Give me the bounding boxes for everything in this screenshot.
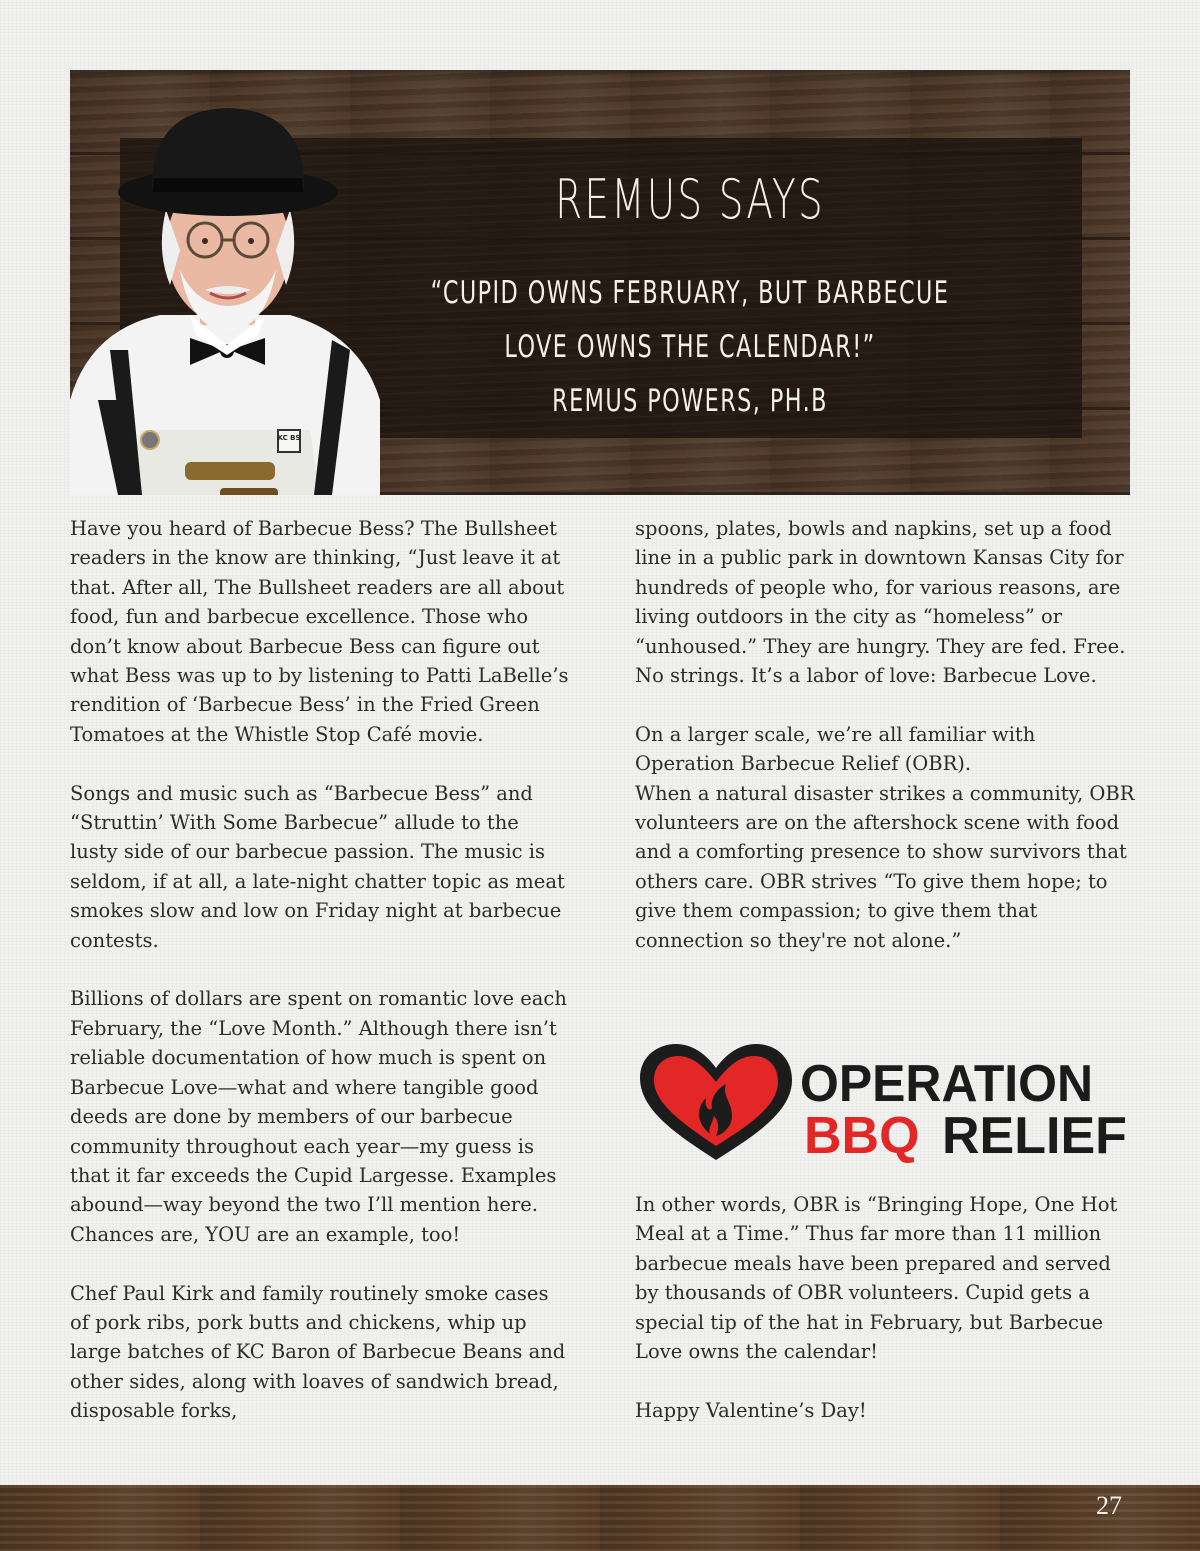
- heart-flame-icon: [636, 1042, 796, 1164]
- paragraph: On a larger scale, we’re all familiar with Operation Barbecue Relief (OBR).: [635, 722, 1036, 776]
- paragraph: Chef Paul Kirk and family routinely smoke cases of pork ribs, pork butts and chickens, whip up large batches of KC Baron of Barbecue Beans and other sides, along with loaves of sandwich bread, disposable forks,: [70, 1281, 566, 1423]
- quote-line: LOVE OWNS THE CALENDAR!”: [504, 329, 876, 365]
- quote-line: “CUPID OWNS FEBRUARY, BUT BARBECUE: [430, 275, 950, 311]
- quote-attribution: REMUS POWERS, PH.B: [552, 383, 828, 419]
- page-number: 27: [1096, 1491, 1122, 1520]
- left-column: [70, 514, 570, 1455]
- paragraph: In other words, OBR is “Bringing Hope, One Hot Meal at a Time.” Thus far more than 11 million barbecue meals have been prepared and served by thousands of OBR volunteers. Cupid gets a special tip of the hat in February, but Barbecue Love owns the calendar!: [635, 1193, 1118, 1364]
- operation-bbq-relief-logo: [636, 1042, 1130, 1164]
- logo-text-bbq: BBQ: [804, 1107, 920, 1165]
- remus-portrait: [70, 100, 380, 495]
- right-column-top: [635, 514, 1135, 984]
- logo-text-relief: RELIEF: [942, 1107, 1127, 1165]
- paragraph: spoons, plates, bowls and napkins, set up a food line in a public park in downtown Kansas City for hundreds of people who, for various reasons, are living outdoors in the city as “homeless” or “unhoused.” They are hungry. They are fed. Free. No strings. It’s a labor of love: Barbecue Love.: [635, 517, 1126, 688]
- paragraph: Songs and music such as “Barbecue Bess” and “Struttin’ With Some Barbecue” allude to the lusty side of our barbecue passion. The music is seldom, if at all, a late-night chatter topic as meat smokes slow and low on Friday night at barbecue contests.: [70, 781, 565, 952]
- logo-text-operation: OPERATION: [800, 1055, 1094, 1113]
- banner-quote: [424, 266, 957, 428]
- banner-title: REMUS SAYS: [555, 168, 825, 231]
- right-column-bottom: [635, 1190, 1135, 1455]
- apron-badge-text: KC BS: [277, 434, 301, 442]
- paragraph: When a natural disaster strikes a community, OBR volunteers are on the aftershock scene with food and a comforting presence to show survivors that others care. OBR strives “To give them hope; to give them compassion; to give them that connection so they're not alone.”: [635, 781, 1135, 952]
- footer-wood-strip: [0, 1485, 1200, 1551]
- closing-line: Happy Valentine’s Day!: [635, 1398, 867, 1422]
- header-banner: [70, 70, 1130, 495]
- paragraph: Billions of dollars are spent on romantic love each February, the “Love Month.” Although there isn’t reliable documentation of how much is spent on Barbecue Love—what and where tangible good deeds are done by members of our barbecue community throughout each year—my guess is that it far exceeds the Cupid Largesse. Examples abound—way beyond the two I’ll mention here. Chances are, YOU are an example, too!: [70, 987, 567, 1246]
- paragraph: Have you heard of Barbecue Bess? The Bullsheet readers in the know are thinking, “Just leave it at that. After all, The Bullsheet readers are all about food, fun and barbecue excellence. Those who don’t know about Barbecue Bess can figure out what Bess was up to by listening to Patti LaBelle’s rendition of ‘Barbecue Bess’ in the Fried Green Tomatoes at the Whistle Stop Café movie.: [70, 517, 569, 746]
